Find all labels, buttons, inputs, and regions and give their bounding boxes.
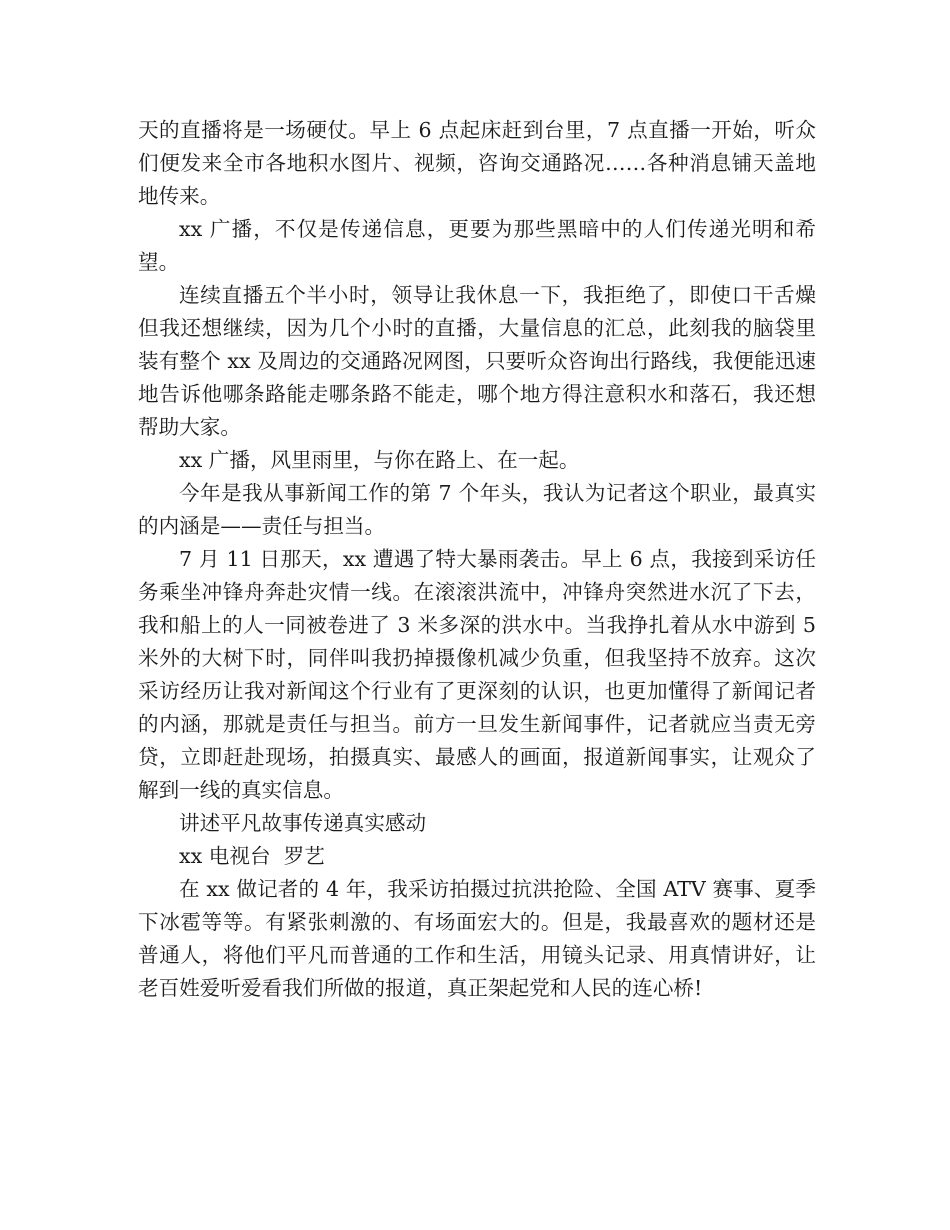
paragraph-july-storm: 7 月 11 日那天，xx 遭遇了特大暴雨袭击。早上 6 点，我接到采访任务乘坐冲锋舟奔赴灾情一线。在滚滚洪流中，冲锋舟突然进水沉了下去，我和船上的人一同被卷进了 3 米多深的洪水中。当我挣扎着从水中游到 5 米外的大树下时，同伴叫我扔掉摄像机减少负重，但我坚持不放弃。这次采访经历让我对新闻这个行业有了更深刻的认识，也更加懂得了新闻记者的内涵，那就是责任与担当。前方一旦发生新闻事件，记者就应当责无旁贷，立即赶赴现场，拍摄真实、最感人的画面，报道新闻事实，让观众了解到一线的真实信息。 [138, 547, 816, 802]
section-title: 讲述平凡故事传递真实感动 [179, 811, 427, 835]
paragraph-continuous-live: 连续直播五个半小时，领导让我休息一下，我拒绝了，即使口干舌燥但我还想继续，因为几个小时的直播，大量信息的汇总，此刻我的脑袋里装有整个 xx 及周边的交通路况网图，只要听众咨询出行路线，我便能迅速地告诉他哪条路能走哪条路不能走，哪个地方得注意积水和落石，我还想帮助大家。 [138, 283, 816, 439]
paragraph-live-broadcast: 天的直播将是一场硬仗。早上 6 点起床赶到台里，7 点直播一开始，听众们便发来全市各地积水图片、视频，咨询交通路况……各种消息铺天盖地地传来。 [138, 118, 816, 208]
paragraph-broadcast-hope: xx 广播，不仅是传递信息，更要为那些黑暗中的人们传递光明和希望。 [138, 217, 816, 274]
paragraph-reporter-years: 在 xx 做记者的 4 年，我采访拍摄过抗洪抢险、全国 ATV 赛事、夏季下冰雹等等。有紧张刺激的、有场面宏大的。但是，我最喜欢的题材还是普通人，将他们平凡而普通的工作和生活，用镜头记录、用真情讲好，让老百姓爱听爱看我们所做的报道，真正架起党和人民的连心桥! [138, 877, 816, 1000]
author-byline: xx 电视台 罗艺 [179, 844, 325, 868]
paragraph-broadcast-slogan: xx 广播，风里雨里，与你在路上、在一起。 [179, 448, 580, 472]
document-body [138, 114, 816, 1005]
paragraph-seventh-year: 今年是我从事新闻工作的第 7 个年头，我认为记者这个职业，最真实的内涵是——责任与担当。 [138, 481, 816, 538]
